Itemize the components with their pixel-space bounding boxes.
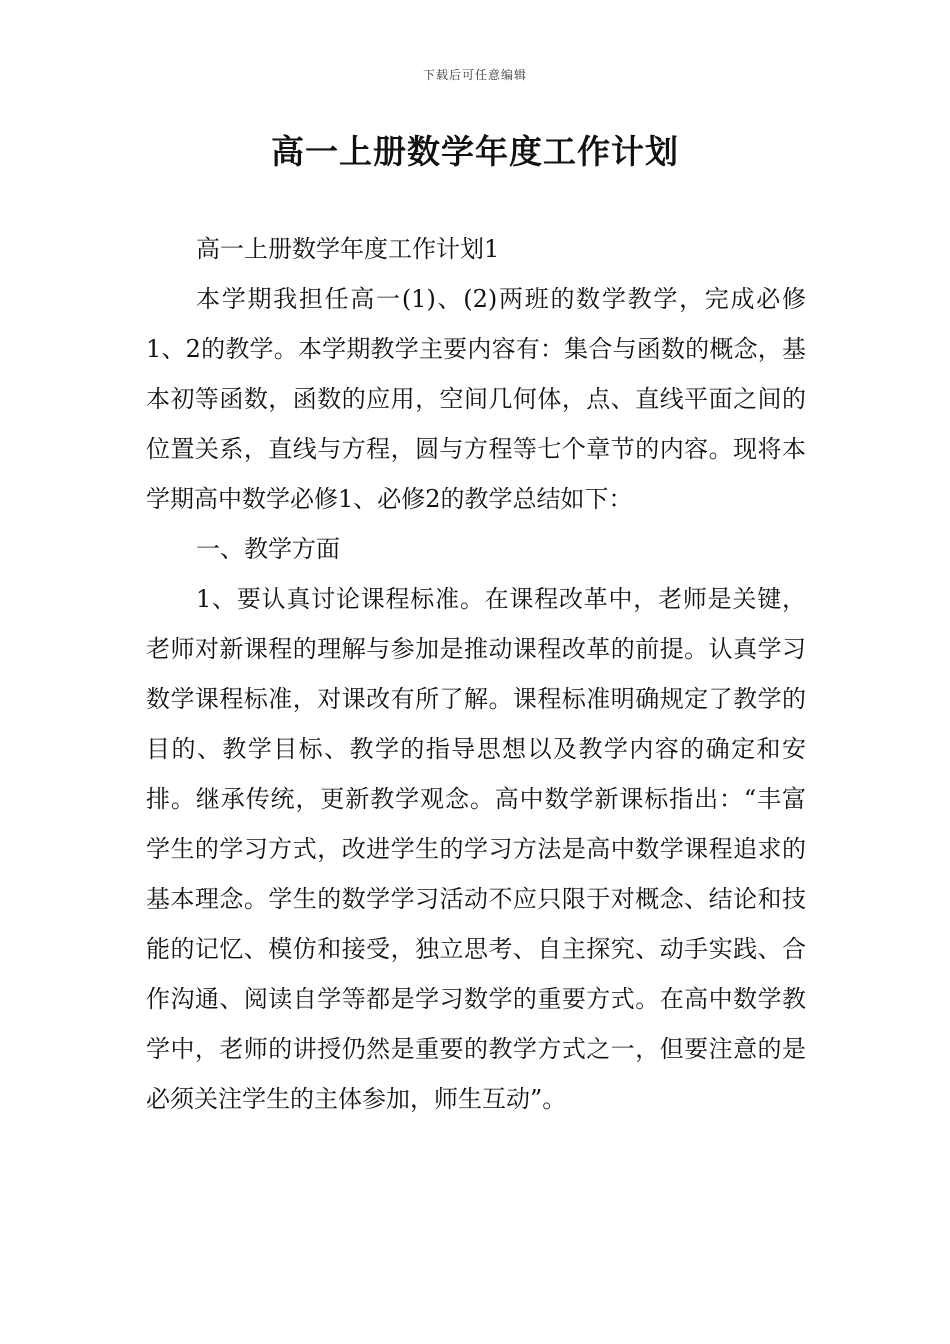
teaching-paragraph-1: 1、要认真讨论课程标准。在课程改革中，老师是关键，老师对新课程的理解与参加是推动课程改革的前提。认真学习数学课程标准，对课改有所了解。课程标准明确规定了教学的目的、教学目标、教学的指导思想以及教学内容的确定和安排。继承传统，更新教学观念。高中数学新课标指出：“丰富学生的学习方式，改进学生的学习方法是高中数学课程追求的基本理念。学生的数学学习活动不应只限于对概念、结论和技能的记忆、模仿和接受，独立思考、自主探究、动手实践、合作沟通、阅读自学等都是学习数学的重要方式。在高中数学教学中，老师的讲授仍然是重要的教学方式之一，但要注意的是必须关注学生的主体参加，师生互动”。: [146, 585, 806, 1113]
header-note: 下载后可任意编辑: [422, 68, 527, 82]
intro-paragraph: 本学期我担任高一(1)、(2)两班的数学教学，完成必修1、2的教学。本学期教学主要内容有：集合与函数的概念，基本初等函数，函数的应用，空间几何体，点、直线平面之间的位置关系，直线与方程，圆与方程等七个章节的内容。现将本学期高中数学必修1、必修2的教学总结如下：: [146, 285, 806, 513]
section-heading-teaching: 一、教学方面: [196, 535, 340, 563]
document-body: [146, 224, 806, 1124]
section-heading-plan-1: 高一上册数学年度工作计划1: [196, 235, 500, 263]
document-title: 高一上册数学年度工作计划: [271, 132, 679, 171]
